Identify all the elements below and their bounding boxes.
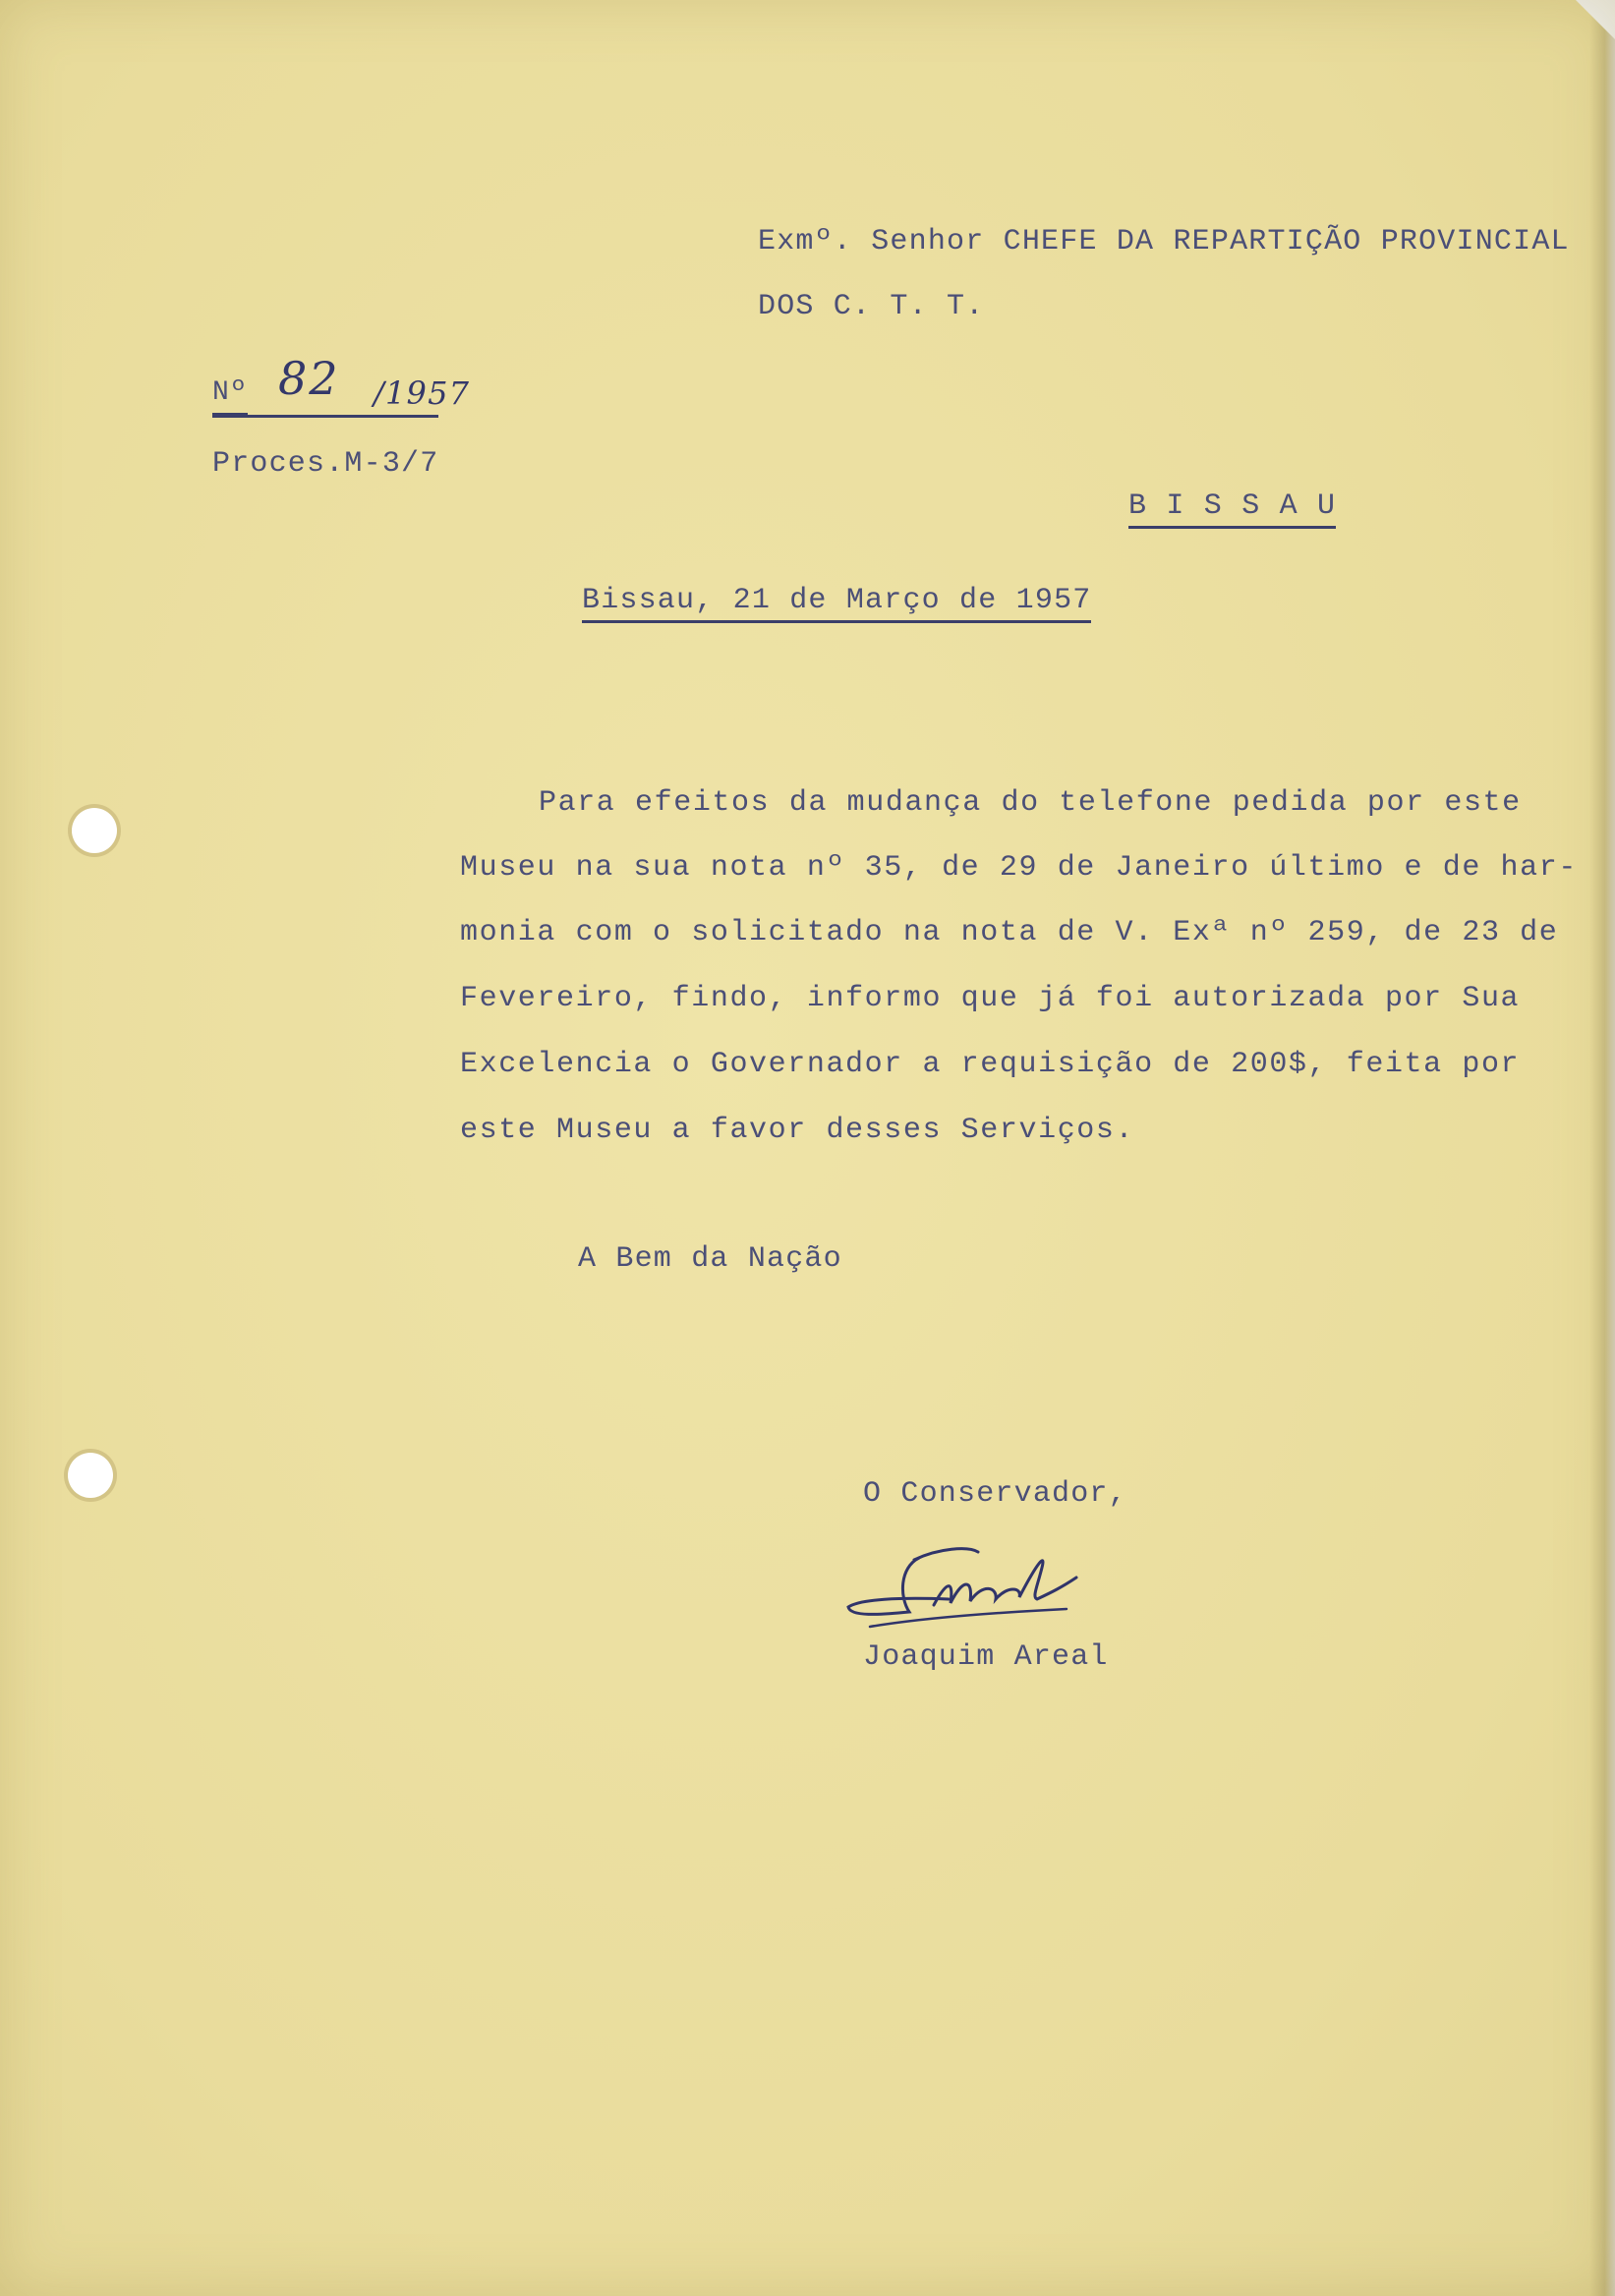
body-line: este Museu a favor desses Serviços. — [460, 1114, 1135, 1147]
date-line: Bissau, 21 de Março de 1957 — [582, 583, 1091, 623]
body-line: Para efeitos da mudança do telefone pedida por este — [539, 786, 1522, 820]
corner-fold — [1576, 0, 1615, 39]
punch-hole-top — [72, 808, 117, 853]
number-year: /1957 — [374, 374, 471, 412]
handwritten-number: 82 — [278, 352, 340, 405]
signatory-name: Joaquim Areal — [863, 1640, 1109, 1674]
process-reference: Proces.M-3/7 — [212, 447, 439, 481]
number-prefix: Nº — [212, 375, 248, 416]
addressee-city: B I S S A U — [1128, 488, 1336, 529]
punch-hole-bottom — [68, 1453, 113, 1498]
page-edge — [1589, 0, 1615, 2296]
addressee-line-1: Exmº. Senhor CHEFE DA REPARTIÇÃO PROVINCIAL — [758, 225, 1570, 258]
body-line: Fevereiro, findo, informo que já foi autorizada por Sua — [460, 982, 1521, 1015]
body-line: Museu na sua nota nº 35, de 29 de Janeiro último e de har- — [460, 851, 1578, 885]
closing-formula: A Bem da Nação — [578, 1242, 842, 1276]
addressee-line-2: DOS C. T. T. — [758, 290, 985, 323]
handwritten-signature — [840, 1538, 1125, 1646]
number-underline — [212, 415, 438, 418]
body-line: monia com o solicitado na nota de V. Exª nº 259, de 23 de — [460, 916, 1559, 949]
signatory-title: O Conservador, — [863, 1477, 1127, 1511]
body-line: Excelencia o Governador a requisição de 200$, feita por — [460, 1048, 1521, 1081]
